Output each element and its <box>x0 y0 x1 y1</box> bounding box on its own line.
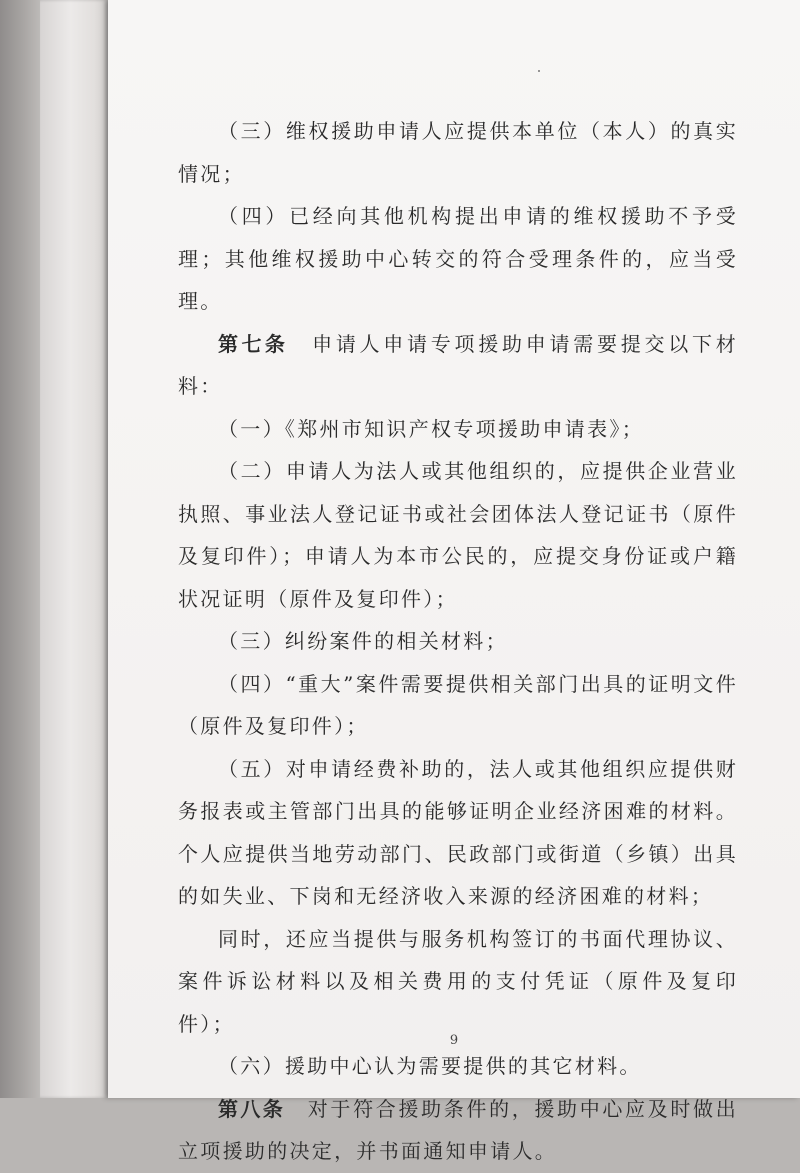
paragraph <box>178 323 738 408</box>
paragraph <box>178 748 738 918</box>
paragraph-text: （二）申请人为法人或其他组织的，应提供企业营业执照、事业法人登记证书或社会团体法人登记证书（原件及复印件）；申请人为本市公民的，应提交身份证或户籍状况证明（原件及复印件）； <box>178 459 738 611</box>
paragraph-text: 申请人申请专项援助申请需要提交以下材料： <box>178 331 738 398</box>
article-heading: 第八条 <box>218 1096 286 1121</box>
paragraph-text: （四）已经向其他机构提出申请的维权援助不予受理；其他维权援助中心转交的符合受理条件的，应当受理。 <box>178 204 738 313</box>
document-page <box>108 0 800 1163</box>
paragraph-text: （五）对申请经费补助的，法人或其他组织应提供财务报表或主管部门出具的能够证明企业经济困难的材料。个人应提供当地劳动部门、民政部门或街道（乡镇）出具的如失业、下岗和无经济收入来源的经济困难的材料； <box>178 756 738 908</box>
scan-speck <box>538 70 540 72</box>
paragraph <box>178 1088 738 1173</box>
paragraph-text: 同时，还应当提供与服务机构签订的书面代理协议、案件诉讼材料以及相关费用的支付凭证（原件及复印件）； <box>178 926 738 1036</box>
paragraph <box>178 195 738 323</box>
paragraph-text: （一）《郑州市知识产权专项援助申请表》； <box>218 416 644 441</box>
paragraph <box>178 110 738 195</box>
paragraph-text: （六）援助中心认为需要提供的其它材料。 <box>218 1054 642 1078</box>
paragraph <box>178 408 738 451</box>
paragraph-text: 对于符合援助条件的，援助中心应及时做出立项援助的决定，并书面通知申请人。 <box>178 1096 739 1163</box>
paragraph <box>178 1045 738 1088</box>
paragraph <box>178 918 738 1046</box>
book-spine <box>40 0 108 1098</box>
paragraph-text: （三）维权援助申请人应提供本单位（本人）的真实情况； <box>178 119 738 186</box>
paragraph-text: （四）“重大”案件需要提供相关部门出具的证明文件（原件及复印件）； <box>178 671 738 738</box>
article-heading: 第七条 <box>218 331 289 356</box>
paragraph-text: （三）纠纷案件的相关材料； <box>218 629 508 653</box>
paragraph <box>178 663 738 748</box>
page-number: 9 <box>449 1033 459 1048</box>
page-content <box>178 110 738 1173</box>
paragraph <box>178 450 738 620</box>
scan-left-margin <box>0 0 40 1098</box>
paragraph <box>178 620 738 663</box>
